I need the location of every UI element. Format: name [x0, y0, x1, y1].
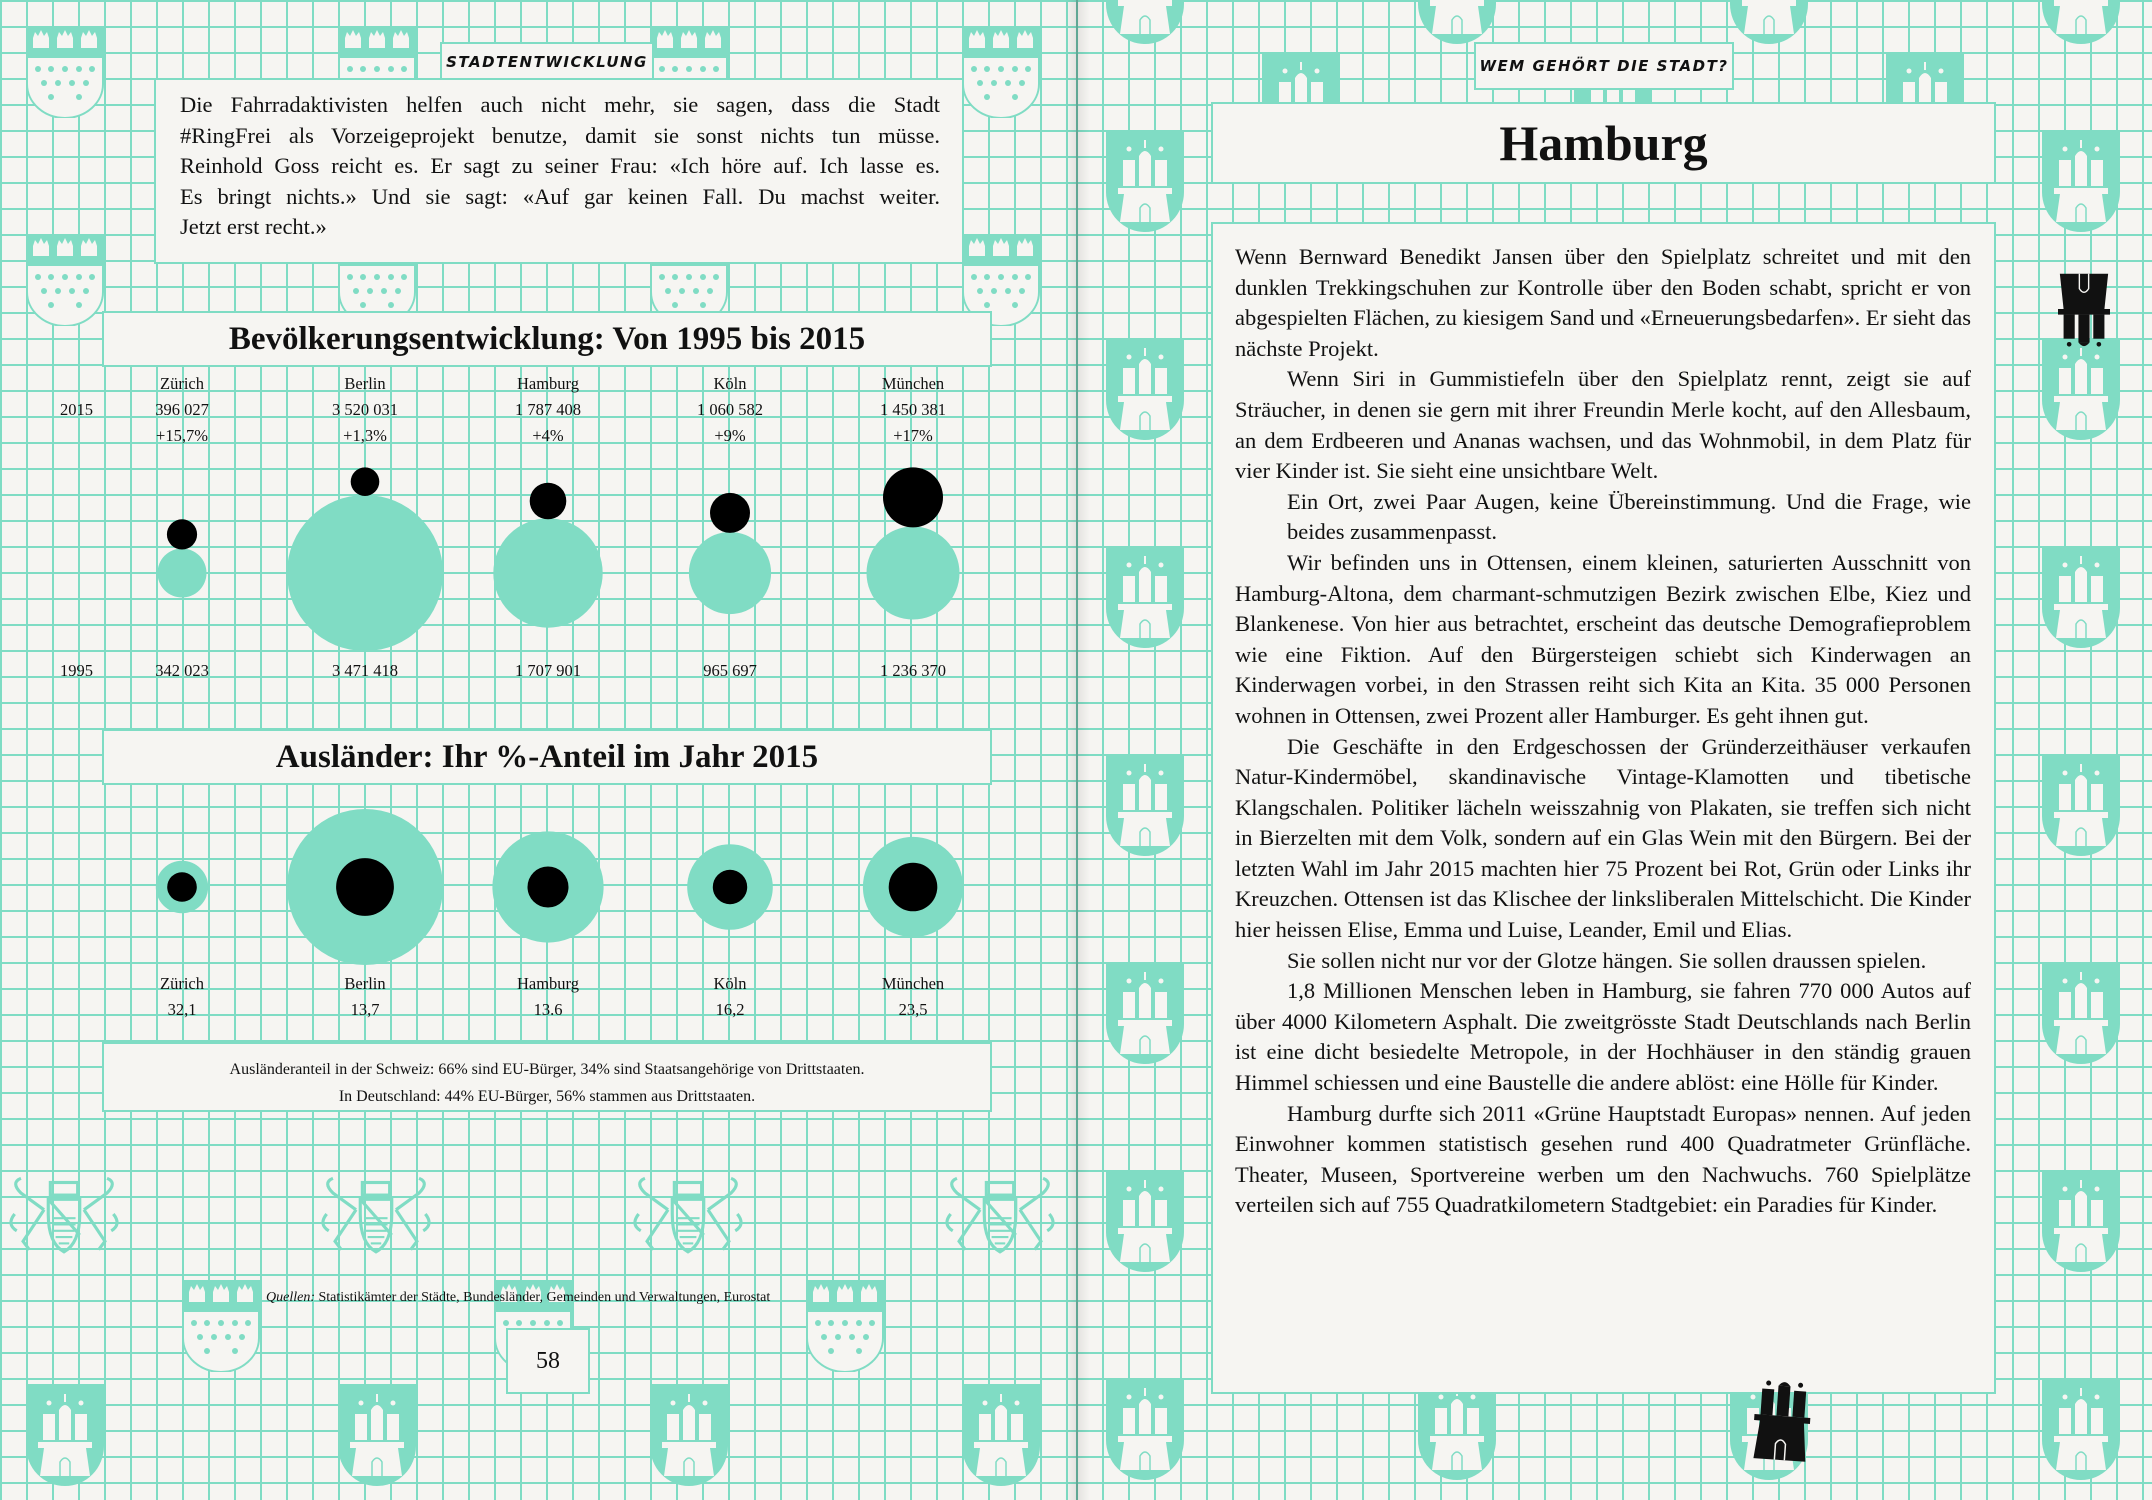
hamburg-castle-icon [1418, 1378, 1496, 1482]
chart1-bubble-1995-zürich [158, 549, 207, 598]
hamburg-castle-icon [2042, 754, 2120, 858]
chart1-title: Bevölkerungsentwicklung: Von 1995 bis 2015 [228, 320, 866, 357]
chart1-value-2015: 1 060 582 [697, 400, 763, 419]
chart1-bubble-growth-hamburg [530, 483, 567, 520]
hamburg-castle-icon [1418, 0, 1496, 46]
chart1-growth-label: +4% [532, 426, 564, 445]
chart1-city-label: Hamburg [516, 374, 580, 393]
section-tag-text: WEM GEHÖRT DIE STADT? [1479, 57, 1729, 75]
chart1-bubble-1995-münchen [867, 527, 960, 620]
sources-text: Statistikämter der Städte, Bundesländer, Gemeinden und Verwaltungen, Eurostat [318, 1290, 771, 1305]
article-paragraph: Hamburg durfte sich 2011 «Grüne Hauptstadt Europas» nennen. Auf jeden Einwohner kommen statistisch gesehen rund 400 Quadratmeter Grünfläche. Theater, Museen, Sportvereine werben um den Nachwuchs. 760 Spielplätze verteilen sich auf 755 Quadratkilometern Stadtgebiet: ein Paradies für Kinder. [1235, 1100, 1971, 1218]
sources-label: Quellen: [266, 1290, 315, 1305]
chart2-city-label: Hamburg [516, 974, 580, 993]
intro-text-box [156, 80, 962, 262]
hamburg-castle-icon [650, 1384, 728, 1488]
article-paragraph: Die Geschäfte in den Erdgeschossen der Gründerzeithäuser verkaufen Natur-Kindermöbel, skandinavische Vintage-Klamotten und tibetische Klangschalen. Politiker lächeln weisszahnig von Plakaten, sie treffen sich nicht in Bierzelten mit dem Volk, sondern auf ein Glas Wein mit den Bürgern. Bei der letzten Wahl im Jahr 2015 machten hier 75 Prozent bei Rot, Grün oder Links ihr Kreuzchen. Ottensen ist das Klischee der linksliberalen Mittelschicht. Die Kinder hier heissen Elise, Emma und Luise, Leander, Emil und Elias. [1235, 733, 1971, 943]
hamburg-castle-icon [1106, 754, 1184, 858]
chart2-bubble-share-münchen [889, 863, 938, 912]
zurich-coat-of-arms-icon [6, 1172, 122, 1256]
chart1-value-1995: 965 697 [703, 661, 757, 680]
sources-line [266, 1290, 770, 1306]
chart1-row-label-1995: 1995 [60, 661, 93, 680]
article-paragraph: Sie sollen nicht nur vor der Glotze hängen. Sie sollen draussen spielen. [1287, 947, 1927, 973]
chart1-growth-label: +1,3% [343, 426, 387, 445]
hamburg-castle-icon [1106, 546, 1184, 650]
hamburg-castle-icon [2042, 130, 2120, 234]
cologne-coat-of-arms-icon [26, 234, 104, 326]
chart1-city-label: Zürich [160, 374, 204, 393]
chart2-share-label: 23,5 [898, 1000, 928, 1019]
zurich-coat-of-arms-icon [318, 1172, 434, 1256]
chart2-city-label: Berlin [344, 974, 386, 993]
cologne-coat-of-arms-icon [962, 26, 1040, 118]
chart2-bubble-share-berlin [336, 858, 394, 916]
hamburg-castle-icon [1106, 962, 1184, 1066]
chart1-value-2015: 3 520 031 [332, 400, 398, 419]
hamburg-castle-icon [1106, 338, 1184, 442]
chart2-city-label: Zürich [160, 974, 204, 993]
article-paragraph: Wir befinden uns in Ottensen, einem kleinen, saturierten Ausschnitt von Hamburg-Altona, dem charmant-schmutzigen Bezirk zwischen Elbe, Kiez und Blankenese. Von hier aus betrachtet, erscheint das deutsche Demografieproblem wie eine Fiktion. Auf den Bürgersteigen schiebt sich Kinderwagen an Kinderwagen vorbei, in den Strassen reiht sich Kita an Kita. 35 000 Personen wohnen in Ottensen, zwei Prozent aller Hamburger. Es geht ihnen gut. [1235, 549, 1971, 728]
intro-line: Reinhold Goss reicht es. Er sagt zu seiner Frau: «Ich höre auf. Ich lasse es. [180, 153, 940, 178]
right-page [1076, 0, 2152, 1500]
hamburg-castle-icon [2042, 962, 2120, 1066]
chart1-value-1995: 342 023 [155, 661, 209, 680]
chart1-city-label: München [881, 374, 945, 393]
chart2-share-label: 16,2 [715, 1000, 745, 1019]
hamburg-castle-icon [962, 1384, 1040, 1488]
footnote-line: In Deutschland: 44% EU-Bürger, 56% stammen aus Drittstaaten. [338, 1088, 756, 1105]
chart1-value-1995: 3 471 418 [332, 661, 398, 680]
section-tag-text: STADTENTWICKLUNG [446, 53, 648, 71]
chart2-bubble-share-köln [713, 870, 747, 904]
chart1-bubble-growth-köln [710, 493, 750, 533]
article-body-box [1213, 224, 1994, 1392]
article-paragraph: 1,8 Millionen Menschen leben in Hamburg, sie fahren 770 000 Autos auf über 4000 Kilometern Asphalt. Die zweitgrösste Stadt Deutschlands nach Berlin ist eine dicht besiedelte Metropole, in der Hochhäuser in den ständig grauen Himmel schiessen und eine Baustelle die andere ablöst: eine Hölle für Kinder. [1235, 978, 1971, 1096]
article-body [1235, 242, 1971, 1221]
chart1-value-2015: 1 787 408 [515, 400, 581, 419]
chart1-city-label: Köln [713, 374, 747, 393]
chart1-bubble-growth-zürich [167, 519, 197, 549]
cologne-coat-of-arms-icon [806, 1280, 884, 1372]
hamburg-castle-icon [2042, 338, 2120, 442]
chart1-value-2015: 396 027 [155, 400, 209, 419]
intro-text [180, 90, 940, 243]
hamburg-castle-icon [1106, 0, 1184, 46]
chart2-share-label: 13.6 [533, 1000, 563, 1019]
chart1-growth-label: +17% [893, 426, 933, 445]
chart1-city-label: Berlin [344, 374, 386, 393]
intro-line: Jetzt erst recht.» [180, 214, 327, 239]
chart1-bubbles [0, 440, 1076, 660]
page-number-box [508, 1330, 588, 1392]
footnote-box [104, 1044, 990, 1110]
article-title: Hamburg [1499, 115, 1708, 171]
chart2-city-label: Köln [713, 974, 747, 993]
article-paragraph: Ein Ort, zwei Paar Augen, keine Übereinstimmung. Und die Frage, wie beides zusammenpasst. [1287, 488, 1971, 545]
hamburg-castle-icon [2042, 1378, 2120, 1482]
cologne-coat-of-arms-icon [182, 1280, 260, 1372]
chart1-bubble-growth-berlin [351, 467, 380, 496]
chart2-bubble-share-zürich [167, 872, 197, 902]
chart2-share-label: 32,1 [167, 1000, 197, 1019]
footnote-line: Ausländeranteil in der Schweiz: 66% sind EU-Bürger, 34% sind Staatsangehörige von Drittstaaten. [229, 1061, 865, 1078]
hamburg-castle-icon [1106, 130, 1184, 234]
article-paragraph: Wenn Bernward Benedikt Jansen über den Spielplatz schreitet und mit den dunklen Trekkingschuhen zur Kontrolle über den Boden schabt, spricht er von abgespielten Flächen, zu kiesigem Sand und «Erneuerungsbedarfen». Er sieht das nächste Projekt. [1235, 244, 1971, 361]
intro-line: Es bringt nichts.» Und sie sagt: «Auf gar keinen Fall. Du machst weiter. [180, 183, 940, 209]
chart2-title: Ausländer: Ihr %-Anteil im Jahr 2015 [275, 738, 819, 775]
intro-line: Die Fahrradaktivisten helfen auch nicht mehr, sie sagen, dass die Stadt [180, 92, 940, 117]
chart1-bubble-growth-münchen [883, 467, 943, 527]
hamburg-castle-icon [2042, 546, 2120, 650]
zurich-coat-of-arms-icon [942, 1172, 1058, 1256]
chart1-bubble-1995-köln [689, 532, 771, 614]
chart2-city-label: München [881, 974, 945, 993]
chart2-bubble-share-hamburg [528, 867, 569, 908]
chart1-row-label-2015: 2015 [60, 400, 93, 419]
hamburg-castle-icon [2042, 1170, 2120, 1274]
hamburg-castle-icon [1730, 0, 1808, 46]
hamburg-castle-black-inverted-icon [2056, 270, 2112, 348]
cologne-coat-of-arms-icon [26, 26, 104, 118]
chart1-growth-label: +15,7% [156, 426, 208, 445]
article-paragraph: Wenn Siri in Gummistiefeln über den Spielplatz rennt, zeigt sie auf Sträucher, in denen sie gern mit ihrer Freundin Merle kocht, auf den Allesbaum, an dem Erdbeeren und Ananas wachsen, und das Wohnmobil, in dem Platz für vier Kinder ist. Sie sieht eine unsichtbare Welt. [1235, 366, 1971, 484]
hamburg-castle-icon [1106, 1170, 1184, 1274]
chart1-value-1995: 1 236 370 [880, 661, 946, 680]
hamburg-castle-black-icon [1749, 1378, 1815, 1466]
page-number: 58 [536, 1347, 560, 1374]
hamburg-castle-icon [26, 1384, 104, 1488]
chart1-bubble-1995-hamburg [493, 518, 602, 627]
chart1-bubble-1995-berlin [287, 495, 443, 651]
book-gutter [1064, 0, 1090, 1500]
section-tag [442, 44, 652, 80]
article-title-box [1213, 104, 1994, 182]
chart1-value-1995: 1 707 901 [515, 661, 581, 680]
hamburg-castle-icon [338, 1384, 416, 1488]
chart1-value-2015: 1 450 381 [880, 400, 946, 419]
chart1-growth-label: +9% [714, 426, 746, 445]
hamburg-castle-icon [1106, 1378, 1184, 1482]
hamburg-castle-icon [2042, 0, 2120, 46]
intro-line: #RingFrei als Vorzeigeprojekt benutze, damit sie sonst nichts tun müsse. [180, 122, 940, 148]
section-tag [1476, 44, 1732, 88]
chart2-share-label: 13,7 [350, 1000, 380, 1019]
chart2-bubbles [0, 800, 1076, 980]
zurich-coat-of-arms-icon [630, 1172, 746, 1256]
footnote-text [104, 1056, 990, 1110]
